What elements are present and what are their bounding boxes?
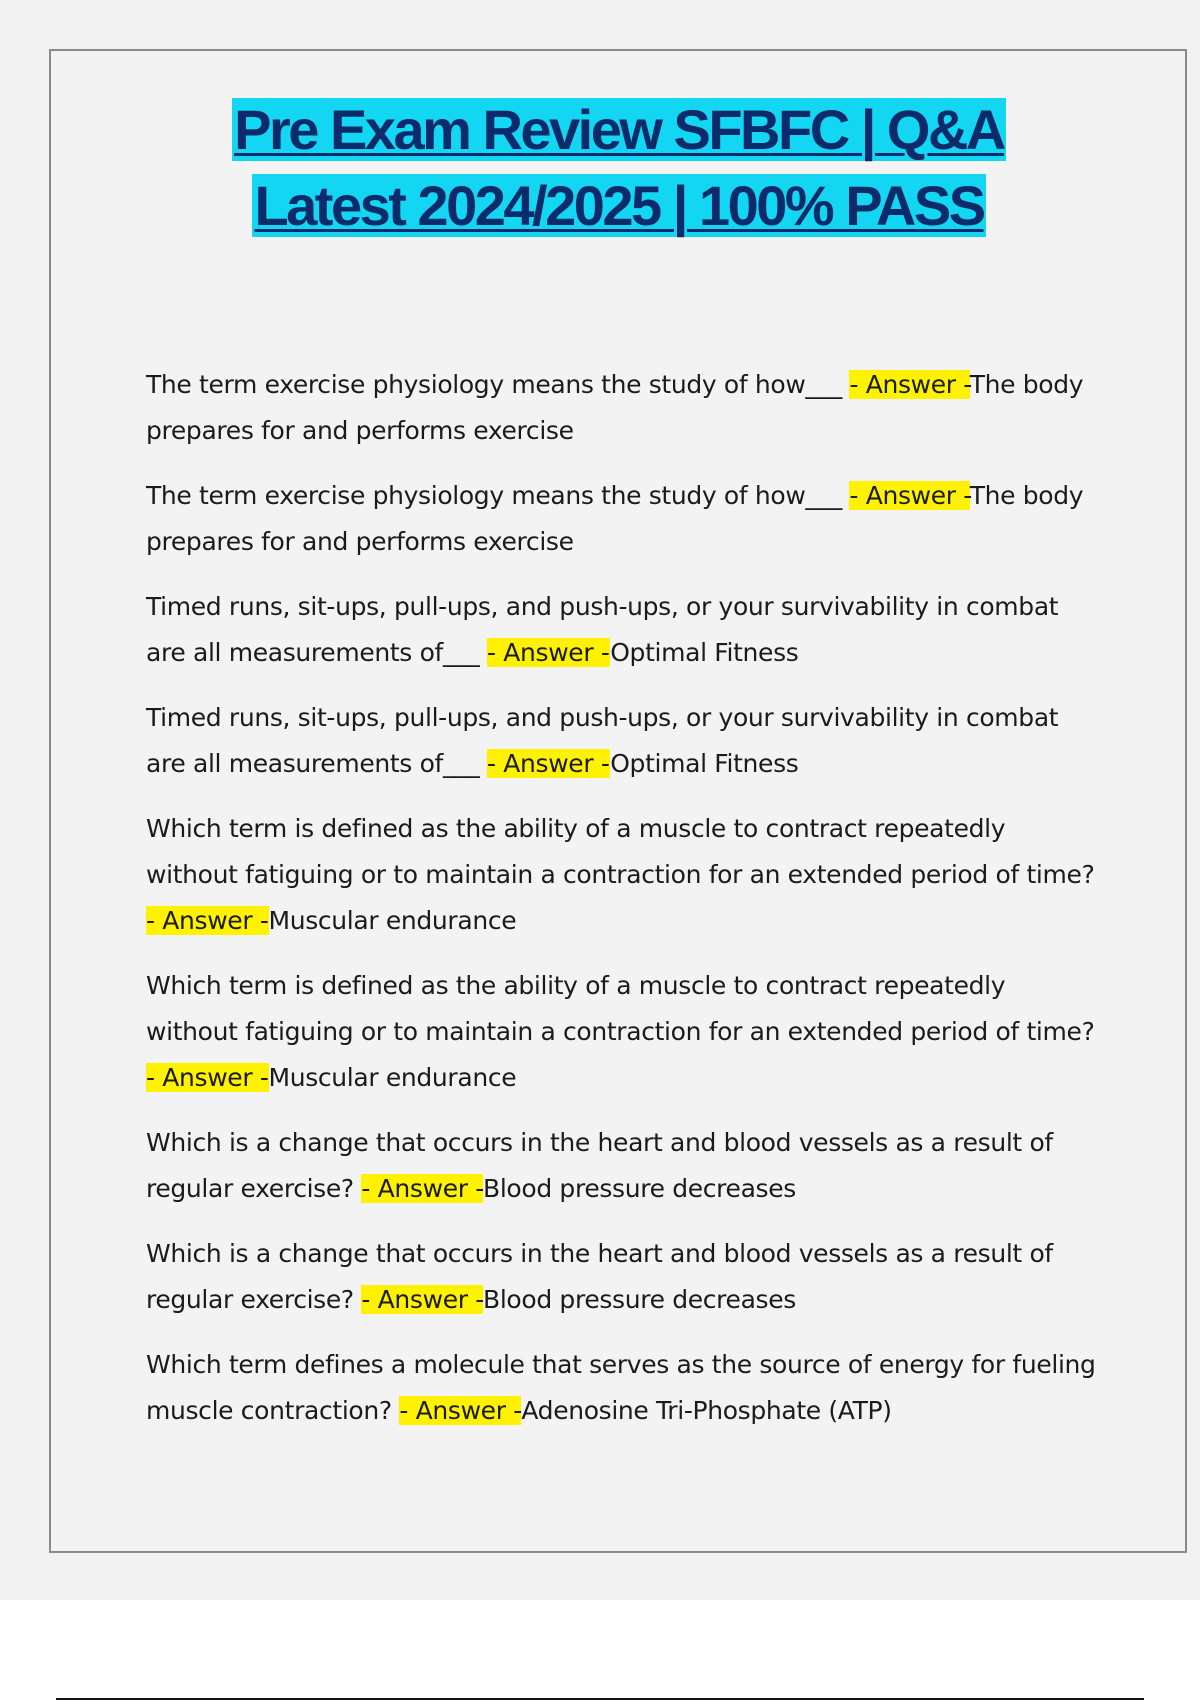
answer-marker: - Answer - [361,1285,484,1314]
qa-item [146,1231,1096,1323]
answer-marker: - Answer - [849,481,970,510]
qa-item [146,473,1096,565]
qa-item [146,1120,1096,1212]
answer-text: Adenosine Tri-Phosphate (ATP) [521,1396,892,1425]
answer-marker: - Answer - [487,638,611,667]
answer-text: Blood pressure decreases [483,1285,796,1314]
answer-marker: - Answer - [487,749,611,778]
answer-text: Muscular endurance [268,906,517,935]
title-line-1: Pre Exam Review SFBFC | Q&A [234,98,1004,161]
qa-item [146,963,1096,1101]
answer-marker: - Answer - [849,370,970,399]
question-text: Which term is defined as the ability of a muscle to contract repeatedly without fatiguing or to maintain a contraction for an extended period of time? [146,814,1095,889]
answer-text: Optimal Fitness [610,749,799,778]
question-text: Timed runs, sit-ups, pull-ups, and push-ups, or your survivability in combat are all measurements of___ [146,703,1059,778]
answer-text: The body prepares for and performs exercise [146,481,1084,556]
document-title [60,92,1178,244]
answer-marker: - Answer - [146,906,269,935]
qa-item [146,362,1096,454]
qa-item [146,806,1096,944]
question-text: The term exercise physiology means the study of how___ [146,481,850,510]
answer-marker: - Answer - [146,1063,269,1092]
question-text: The term exercise physiology means the study of how___ [146,370,850,399]
qa-item [146,584,1096,676]
answer-text: Optimal Fitness [610,638,799,667]
answer-marker: - Answer - [399,1396,522,1425]
answer-text: Blood pressure decreases [483,1174,796,1203]
answer-text: Muscular endurance [268,1063,517,1092]
question-text: Which term is defined as the ability of a muscle to contract repeatedly without fatiguing or to maintain a contraction for an extended period of time? [146,971,1095,1046]
title-line-2: Latest 2024/2025 | 100% PASS [254,174,984,237]
question-text: Which is a change that occurs in the heart and blood vessels as a result of regular exercise? [146,1128,1053,1203]
question-text: Timed runs, sit-ups, pull-ups, and push-ups, or your survivability in combat are all measurements of___ [146,592,1059,667]
answer-marker: - Answer - [361,1174,484,1203]
qa-item [146,695,1096,787]
qa-item [146,1342,1096,1434]
qa-list [146,362,1096,1453]
question-text: Which term defines a molecule that serves as the source of energy for fueling muscle contraction? [146,1350,1096,1425]
answer-text: The body prepares for and performs exercise [146,370,1084,445]
question-text: Which is a change that occurs in the heart and blood vessels as a result of regular exercise? [146,1239,1053,1314]
